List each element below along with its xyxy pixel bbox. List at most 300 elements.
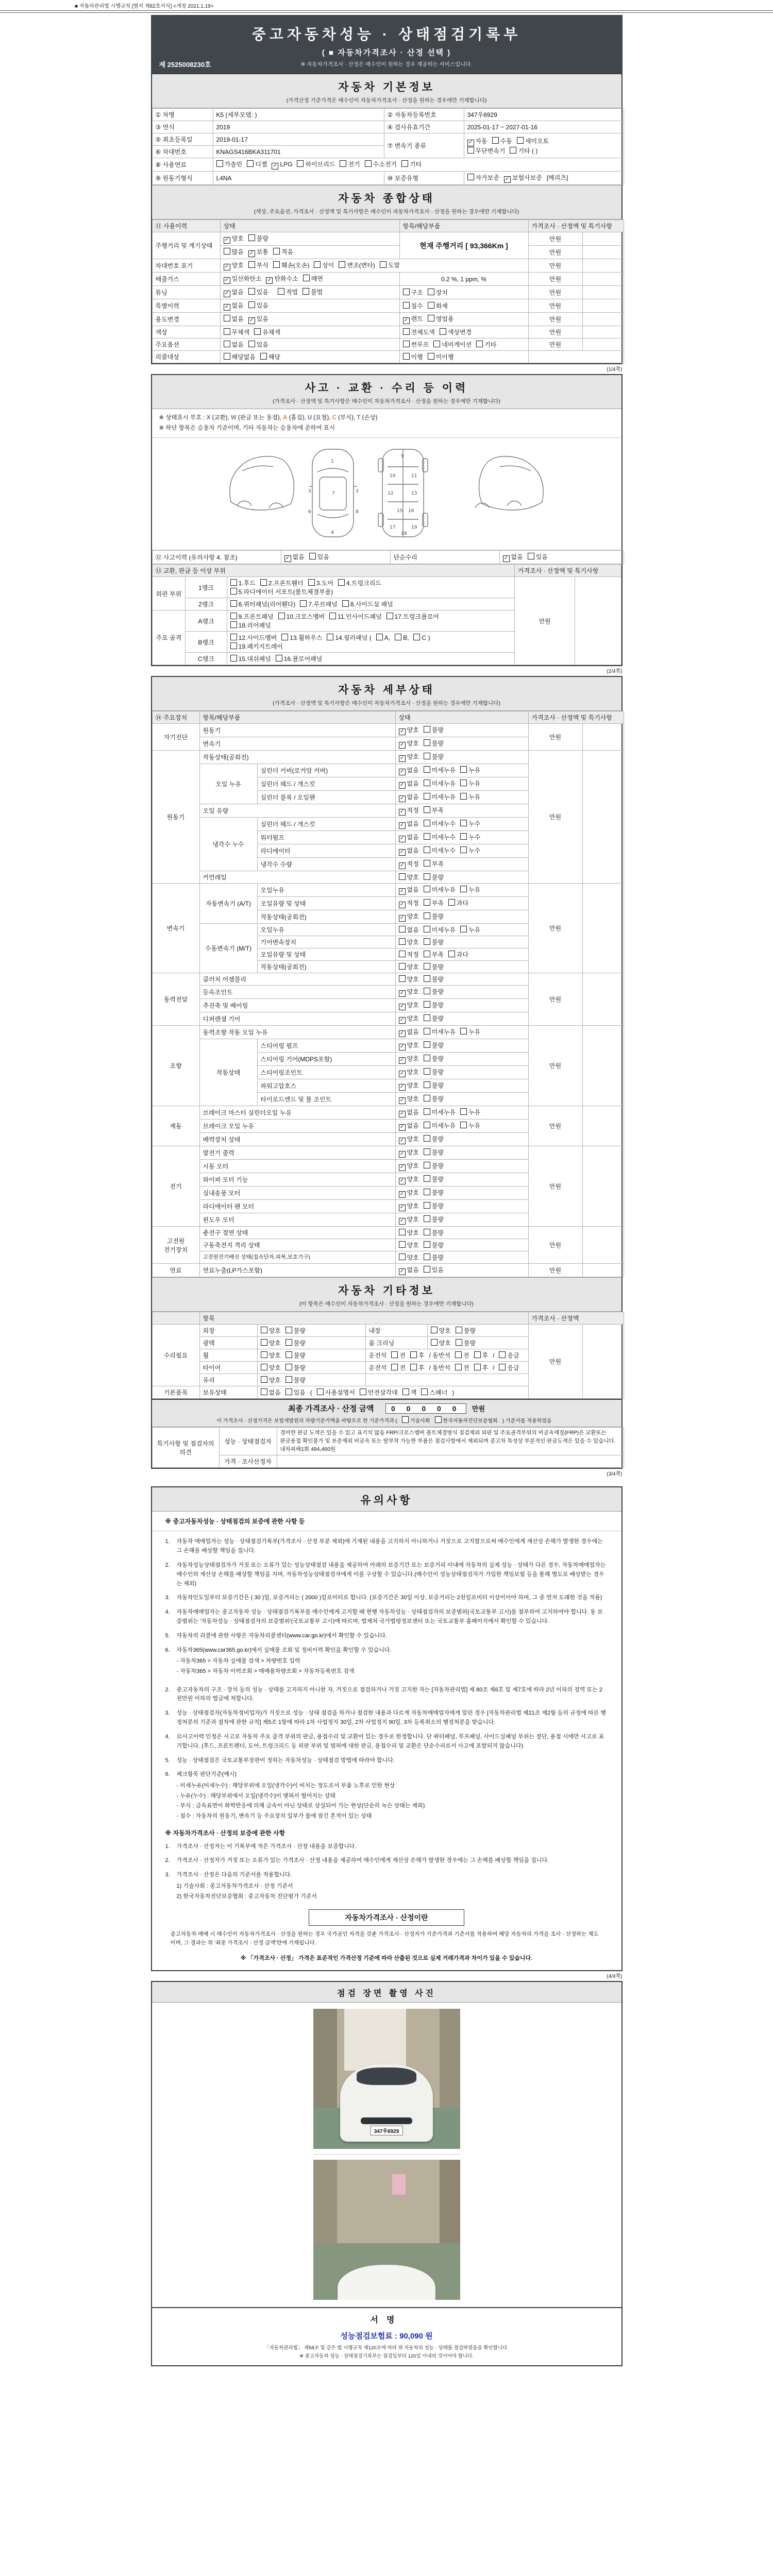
checkbox-option[interactable] <box>424 1134 444 1143</box>
checkbox-icon[interactable] <box>424 1041 430 1048</box>
checkbox-icon[interactable] <box>424 975 430 982</box>
checkbox-icon[interactable] <box>424 860 430 867</box>
checkbox-icon[interactable] <box>424 726 430 733</box>
checkbox-icon[interactable] <box>261 1351 267 1358</box>
checkbox-icon[interactable] <box>399 1241 406 1248</box>
checkbox-option[interactable] <box>276 654 323 663</box>
checkbox-icon[interactable]: ✓ <box>403 317 410 324</box>
checkbox-option[interactable] <box>391 1363 406 1372</box>
checkbox-icon[interactable] <box>224 353 230 360</box>
checkbox-option[interactable] <box>456 1326 476 1335</box>
checkbox-option[interactable] <box>460 1121 480 1130</box>
checkbox-icon[interactable] <box>460 1028 467 1035</box>
checkbox-icon[interactable] <box>424 899 430 906</box>
checkbox-icon[interactable]: ✓ <box>399 1268 406 1275</box>
checkbox-option[interactable] <box>248 234 268 243</box>
checkbox-option[interactable] <box>431 1326 451 1335</box>
checkbox-icon[interactable] <box>455 1351 462 1358</box>
checkbox-option[interactable] <box>248 247 268 257</box>
checkbox-icon[interactable]: ✓ <box>399 888 406 895</box>
checkbox-icon[interactable] <box>428 302 434 309</box>
checkbox-icon[interactable] <box>456 1327 462 1333</box>
checkbox-option[interactable] <box>424 1253 444 1262</box>
checkbox-option[interactable] <box>273 247 293 256</box>
checkbox-option[interactable] <box>278 287 298 296</box>
checkbox-option[interactable] <box>421 1388 447 1397</box>
checkbox-option[interactable] <box>399 819 419 829</box>
checkbox-option[interactable] <box>424 950 444 959</box>
checkbox-icon[interactable] <box>424 1122 430 1128</box>
checkbox-option[interactable] <box>224 340 244 349</box>
checkbox-option[interactable] <box>424 899 444 907</box>
checkbox-option[interactable] <box>399 1175 419 1184</box>
checkbox-icon[interactable] <box>528 553 534 560</box>
checkbox-icon[interactable] <box>424 1189 430 1195</box>
checkbox-option[interactable] <box>261 1388 281 1397</box>
checkbox-option[interactable] <box>428 288 448 297</box>
checkbox-icon[interactable] <box>308 579 315 586</box>
checkbox-icon[interactable] <box>395 634 401 640</box>
checkbox-icon[interactable] <box>424 793 430 800</box>
checkbox-option[interactable] <box>399 859 419 869</box>
checkbox-option[interactable] <box>474 1363 489 1372</box>
checkbox-option[interactable] <box>224 261 244 270</box>
checkbox-icon[interactable] <box>460 1122 467 1128</box>
checkbox-icon[interactable] <box>230 588 237 595</box>
checkbox-option[interactable] <box>460 1027 480 1036</box>
checkbox-option[interactable] <box>424 873 444 882</box>
checkbox-icon[interactable] <box>460 833 467 840</box>
checkbox-icon[interactable]: ✓ <box>467 140 474 146</box>
checkbox-icon[interactable] <box>448 899 455 906</box>
checkbox-icon[interactable] <box>435 1416 442 1423</box>
checkbox-option[interactable] <box>399 1014 419 1024</box>
checkbox-option[interactable] <box>272 161 292 170</box>
checkbox-option[interactable] <box>510 146 537 155</box>
checkbox-option[interactable] <box>230 587 333 596</box>
checkbox-icon[interactable] <box>329 613 336 619</box>
checkbox-option[interactable] <box>399 1253 419 1262</box>
checkbox-icon[interactable] <box>403 328 410 335</box>
checkbox-icon[interactable] <box>403 353 410 360</box>
checkbox-option[interactable] <box>248 287 268 296</box>
checkbox-option[interactable] <box>460 925 480 934</box>
checkbox-icon[interactable] <box>278 288 284 295</box>
checkbox-icon[interactable] <box>386 613 393 619</box>
checkbox-icon[interactable] <box>224 248 230 255</box>
checkbox-option[interactable] <box>399 1108 419 1117</box>
checkbox-icon[interactable] <box>467 174 474 180</box>
checkbox-icon[interactable]: ✓ <box>399 1017 406 1024</box>
checkbox-option[interactable] <box>474 1351 489 1360</box>
checkbox-icon[interactable] <box>433 341 440 347</box>
checkbox-option[interactable] <box>399 1081 419 1091</box>
checkbox-icon[interactable] <box>300 600 307 607</box>
checkbox-icon[interactable] <box>327 634 333 640</box>
checkbox-icon[interactable] <box>248 341 255 347</box>
checkbox-option[interactable] <box>329 612 381 621</box>
checkbox-option[interactable] <box>433 340 472 349</box>
checkbox-option[interactable] <box>399 779 419 789</box>
checkbox-icon[interactable]: ✓ <box>399 1004 406 1010</box>
checkbox-icon[interactable] <box>421 1388 428 1395</box>
checkbox-icon[interactable] <box>399 926 406 933</box>
checkbox-icon[interactable] <box>424 753 430 759</box>
checkbox-icon[interactable] <box>261 1327 267 1333</box>
checkbox-option[interactable] <box>399 938 419 946</box>
checkbox-option[interactable] <box>399 1201 419 1211</box>
checkbox-icon[interactable] <box>399 975 406 982</box>
checkbox-option[interactable] <box>424 912 444 921</box>
checkbox-icon[interactable] <box>424 820 430 826</box>
checkbox-icon[interactable] <box>285 1351 292 1358</box>
checkbox-option[interactable] <box>248 261 268 269</box>
checkbox-option[interactable] <box>230 579 256 587</box>
checkbox-option[interactable] <box>403 352 423 361</box>
checkbox-option[interactable] <box>399 1054 419 1064</box>
checkbox-option[interactable] <box>248 301 268 310</box>
checkbox-option[interactable] <box>448 950 468 959</box>
checkbox-option[interactable] <box>424 1027 456 1036</box>
checkbox-option[interactable] <box>399 1265 419 1275</box>
checkbox-icon[interactable]: ✓ <box>399 902 406 908</box>
checkbox-icon[interactable] <box>413 634 420 640</box>
checkbox-option[interactable] <box>403 340 429 349</box>
checkbox-option[interactable] <box>230 600 296 608</box>
checkbox-icon[interactable] <box>285 1376 292 1383</box>
checkbox-option[interactable] <box>403 288 423 297</box>
checkbox-icon[interactable] <box>499 1364 506 1370</box>
checkbox-icon[interactable] <box>230 642 237 649</box>
checkbox-option[interactable] <box>399 912 419 922</box>
checkbox-option[interactable] <box>492 137 512 145</box>
checkbox-option[interactable] <box>424 1161 444 1170</box>
checkbox-option[interactable] <box>399 1228 419 1237</box>
checkbox-option[interactable] <box>266 274 298 284</box>
checkbox-icon[interactable] <box>248 301 255 308</box>
checkbox-option[interactable] <box>467 173 499 182</box>
checkbox-option[interactable] <box>403 314 423 324</box>
checkbox-option[interactable] <box>424 1148 444 1157</box>
checkbox-option[interactable] <box>391 1351 406 1360</box>
checkbox-option[interactable] <box>340 160 360 168</box>
checkbox-icon[interactable]: ✓ <box>399 728 406 735</box>
checkbox-icon[interactable] <box>317 1388 324 1395</box>
checkbox-icon[interactable] <box>424 951 430 957</box>
checkbox-icon[interactable] <box>424 988 430 994</box>
checkbox-option[interactable] <box>503 552 523 562</box>
checkbox-icon[interactable]: ✓ <box>399 822 406 829</box>
checkbox-icon[interactable] <box>424 806 430 813</box>
checkbox-option[interactable] <box>224 234 244 244</box>
checkbox-option[interactable] <box>261 1338 281 1347</box>
checkbox-option[interactable] <box>440 328 472 336</box>
checkbox-icon[interactable]: ✓ <box>399 795 406 802</box>
checkbox-icon[interactable] <box>460 886 467 892</box>
checkbox-icon[interactable] <box>460 793 467 800</box>
checkbox-icon[interactable] <box>517 137 524 144</box>
checkbox-icon[interactable]: ✓ <box>399 1111 406 1117</box>
checkbox-option[interactable] <box>399 725 419 735</box>
checkbox-option[interactable] <box>224 274 262 284</box>
checkbox-option[interactable] <box>273 261 309 269</box>
checkbox-option[interactable] <box>424 1188 444 1197</box>
checkbox-icon[interactable] <box>230 634 237 640</box>
checkbox-option[interactable] <box>399 1188 419 1198</box>
checkbox-option[interactable] <box>504 173 542 183</box>
checkbox-option[interactable] <box>386 612 439 621</box>
checkbox-option[interactable] <box>460 1108 480 1116</box>
checkbox-icon[interactable] <box>424 926 430 933</box>
checkbox-option[interactable] <box>261 1376 281 1384</box>
checkbox-option[interactable] <box>281 633 322 642</box>
checkbox-icon[interactable]: ✓ <box>399 1084 406 1091</box>
checkbox-icon[interactable] <box>285 1364 292 1370</box>
checkbox-icon[interactable] <box>455 1364 462 1370</box>
checkbox-icon[interactable] <box>261 1376 267 1383</box>
checkbox-option[interactable] <box>342 600 393 608</box>
checkbox-option[interactable] <box>399 846 419 856</box>
checkbox-option[interactable] <box>254 328 280 336</box>
checkbox-icon[interactable] <box>248 261 255 268</box>
checkbox-icon[interactable] <box>424 1253 430 1260</box>
checkbox-option[interactable] <box>399 792 419 802</box>
checkbox-icon[interactable]: ✓ <box>399 1071 406 1077</box>
checkbox-icon[interactable] <box>285 1327 292 1333</box>
checkbox-icon[interactable] <box>399 1229 406 1235</box>
checkbox-option[interactable] <box>230 621 271 630</box>
checkbox-option[interactable] <box>424 1108 456 1116</box>
checkbox-icon[interactable] <box>399 873 406 880</box>
checkbox-option[interactable] <box>399 1001 419 1010</box>
checkbox-option[interactable] <box>285 1376 306 1384</box>
checkbox-option[interactable] <box>424 1228 444 1237</box>
checkbox-option[interactable] <box>399 766 419 775</box>
checkbox-icon[interactable] <box>399 963 406 970</box>
checkbox-option[interactable] <box>402 1388 417 1397</box>
checkbox-icon[interactable] <box>424 873 430 880</box>
checkbox-icon[interactable] <box>261 1388 267 1395</box>
checkbox-option[interactable] <box>399 1027 419 1037</box>
checkbox-option[interactable] <box>399 739 419 749</box>
checkbox-icon[interactable] <box>424 1108 430 1115</box>
checkbox-option[interactable] <box>376 634 390 641</box>
checkbox-icon[interactable] <box>360 1388 366 1395</box>
checkbox-icon[interactable] <box>224 315 230 321</box>
checkbox-option[interactable] <box>399 1094 419 1104</box>
checkbox-option[interactable] <box>424 1201 444 1210</box>
checkbox-icon[interactable] <box>380 261 386 268</box>
checkbox-option[interactable] <box>499 1351 519 1360</box>
checkbox-icon[interactable] <box>431 1327 438 1333</box>
checkbox-option[interactable] <box>424 1067 444 1076</box>
checkbox-option[interactable] <box>365 160 397 168</box>
checkbox-icon[interactable] <box>247 160 254 167</box>
checkbox-option[interactable] <box>424 725 444 734</box>
checkbox-option[interactable] <box>261 1326 281 1335</box>
checkbox-option[interactable] <box>380 261 400 269</box>
checkbox-option[interactable] <box>224 314 244 323</box>
checkbox-icon[interactable] <box>278 613 285 619</box>
checkbox-option[interactable] <box>297 160 335 168</box>
checkbox-icon[interactable] <box>410 1351 417 1358</box>
checkbox-icon[interactable] <box>254 328 261 335</box>
checkbox-icon[interactable] <box>424 1135 430 1142</box>
checkbox-option[interactable] <box>424 925 456 934</box>
checkbox-icon[interactable] <box>424 1014 430 1021</box>
checkbox-icon[interactable] <box>403 302 410 309</box>
checkbox-icon[interactable] <box>260 353 267 360</box>
checkbox-icon[interactable] <box>428 289 434 295</box>
checkbox-option[interactable] <box>401 160 422 168</box>
checkbox-option[interactable] <box>399 899 419 908</box>
checkbox-icon[interactable] <box>424 1162 430 1168</box>
checkbox-icon[interactable] <box>424 1028 430 1035</box>
checkbox-option[interactable] <box>285 1388 306 1397</box>
checkbox-option[interactable] <box>424 1215 444 1224</box>
checkbox-option[interactable] <box>399 806 419 816</box>
checkbox-icon[interactable]: ✓ <box>266 277 273 284</box>
checkbox-option[interactable] <box>360 1388 398 1397</box>
checkbox-option[interactable] <box>424 833 456 841</box>
checkbox-option[interactable] <box>284 552 305 562</box>
checkbox-option[interactable] <box>399 1161 419 1171</box>
checkbox-icon[interactable] <box>403 289 410 295</box>
checkbox-option[interactable] <box>424 819 456 828</box>
checkbox-option[interactable] <box>424 1121 456 1130</box>
checkbox-icon[interactable]: ✓ <box>399 1057 406 1064</box>
checkbox-option[interactable] <box>300 600 337 608</box>
checkbox-option[interactable] <box>460 846 480 855</box>
checkbox-icon[interactable] <box>424 739 430 746</box>
checkbox-icon[interactable]: ✓ <box>248 317 255 324</box>
checkbox-option[interactable] <box>424 975 444 984</box>
checkbox-option[interactable] <box>460 792 480 801</box>
checkbox-option[interactable] <box>285 1326 306 1335</box>
checkbox-icon[interactable] <box>376 634 383 640</box>
checkbox-icon[interactable] <box>261 1339 267 1346</box>
checkbox-icon[interactable]: ✓ <box>399 836 406 842</box>
checkbox-icon[interactable] <box>309 553 316 560</box>
checkbox-icon[interactable] <box>424 938 430 945</box>
checkbox-icon[interactable] <box>230 613 237 619</box>
checkbox-icon[interactable] <box>401 160 408 167</box>
checkbox-option[interactable] <box>399 873 419 882</box>
checkbox-option[interactable] <box>460 766 480 774</box>
checkbox-option[interactable] <box>399 1215 419 1225</box>
checkbox-icon[interactable] <box>424 846 430 853</box>
checkbox-option[interactable] <box>517 137 549 145</box>
checkbox-icon[interactable] <box>424 1148 430 1155</box>
checkbox-option[interactable] <box>402 1416 430 1424</box>
checkbox-option[interactable] <box>431 1338 451 1347</box>
checkbox-icon[interactable] <box>281 634 288 640</box>
checkbox-icon[interactable] <box>402 1416 409 1423</box>
checkbox-option[interactable] <box>224 287 244 297</box>
checkbox-option[interactable] <box>314 261 334 269</box>
checkbox-icon[interactable] <box>460 779 467 786</box>
checkbox-option[interactable] <box>424 885 456 894</box>
checkbox-icon[interactable] <box>391 1364 398 1370</box>
checkbox-icon[interactable]: ✓ <box>399 1097 406 1104</box>
checkbox-icon[interactable] <box>424 1202 430 1209</box>
checkbox-icon[interactable]: ✓ <box>399 862 406 869</box>
checkbox-option[interactable] <box>230 633 277 642</box>
checkbox-option[interactable] <box>308 579 333 587</box>
checkbox-option[interactable] <box>224 301 244 311</box>
checkbox-option[interactable] <box>248 314 268 324</box>
checkbox-option[interactable] <box>424 739 444 748</box>
checkbox-option[interactable] <box>410 1351 425 1360</box>
checkbox-option[interactable] <box>424 1094 444 1103</box>
checkbox-icon[interactable] <box>285 1339 292 1346</box>
checkbox-icon[interactable]: ✓ <box>399 769 406 775</box>
checkbox-icon[interactable] <box>460 820 467 826</box>
checkbox-icon[interactable] <box>273 248 280 255</box>
checkbox-icon[interactable]: ✓ <box>224 291 230 297</box>
checkbox-icon[interactable] <box>424 1175 430 1182</box>
checkbox-icon[interactable]: ✓ <box>399 742 406 749</box>
checkbox-option[interactable] <box>424 846 456 855</box>
checkbox-icon[interactable] <box>260 579 267 586</box>
checkbox-icon[interactable] <box>424 1241 430 1248</box>
checkbox-icon[interactable]: ✓ <box>399 990 406 997</box>
checkbox-option[interactable] <box>399 1121 419 1131</box>
checkbox-icon[interactable]: ✓ <box>399 849 406 856</box>
checkbox-icon[interactable] <box>230 579 237 586</box>
checkbox-option[interactable] <box>476 340 496 349</box>
checkbox-icon[interactable] <box>216 160 223 167</box>
checkbox-icon[interactable] <box>314 261 321 268</box>
checkbox-option[interactable] <box>413 634 430 641</box>
checkbox-icon[interactable] <box>424 1229 430 1235</box>
checkbox-icon[interactable] <box>424 1095 430 1101</box>
checkbox-icon[interactable]: ✓ <box>399 782 406 789</box>
checkbox-option[interactable] <box>399 1134 419 1144</box>
checkbox-option[interactable] <box>455 1351 469 1360</box>
checkbox-option[interactable] <box>260 352 280 361</box>
checkbox-icon[interactable] <box>403 341 410 347</box>
checkbox-option[interactable] <box>428 301 448 310</box>
checkbox-icon[interactable] <box>248 288 255 295</box>
checkbox-icon[interactable]: ✓ <box>504 176 511 183</box>
checkbox-icon[interactable] <box>339 261 345 268</box>
checkbox-option[interactable] <box>467 146 506 155</box>
checkbox-icon[interactable] <box>261 1364 267 1370</box>
checkbox-option[interactable] <box>410 1363 425 1372</box>
checkbox-icon[interactable] <box>460 766 467 773</box>
checkbox-option[interactable] <box>399 752 419 762</box>
checkbox-icon[interactable] <box>342 600 349 607</box>
checkbox-option[interactable] <box>499 1363 519 1372</box>
checkbox-icon[interactable]: ✓ <box>224 304 230 311</box>
checkbox-option[interactable] <box>424 1081 444 1090</box>
checkbox-option[interactable] <box>247 160 267 168</box>
checkbox-option[interactable] <box>455 1363 469 1372</box>
checkbox-option[interactable] <box>403 301 423 310</box>
checkbox-icon[interactable] <box>402 1388 409 1395</box>
checkbox-icon[interactable] <box>424 912 430 919</box>
checkbox-icon[interactable] <box>424 1001 430 1008</box>
checkbox-icon[interactable] <box>230 655 237 662</box>
checkbox-option[interactable] <box>224 247 244 256</box>
checkbox-option[interactable] <box>424 987 444 996</box>
checkbox-option[interactable] <box>317 1388 355 1397</box>
checkbox-icon[interactable] <box>424 1055 430 1061</box>
checkbox-icon[interactable] <box>424 1215 430 1222</box>
checkbox-icon[interactable] <box>391 1351 398 1358</box>
checkbox-icon[interactable]: ✓ <box>272 163 278 170</box>
